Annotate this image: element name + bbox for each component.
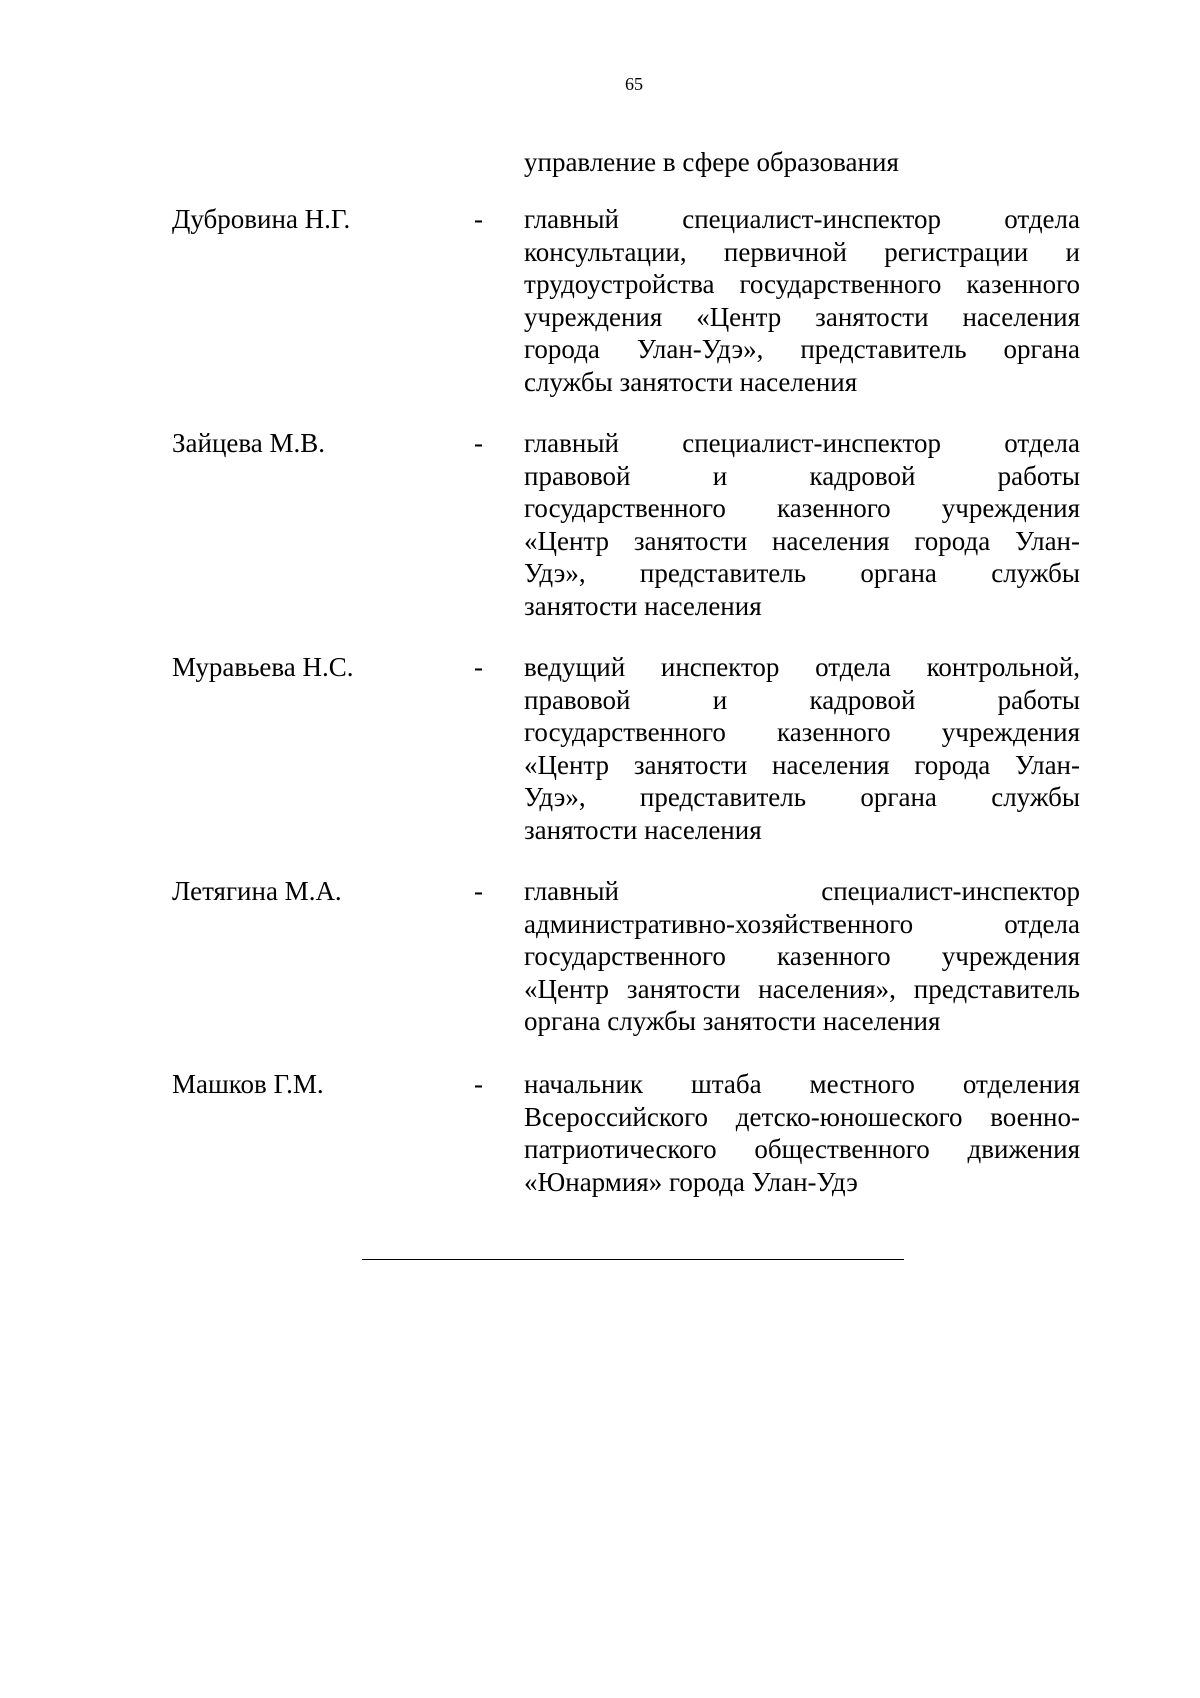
member-position [524,427,1080,622]
position-line: государственного казенного учреждения [524,717,1080,747]
member-name: Летягина М.А. [172,876,342,906]
position-line: патриотического общественного движения [524,1134,1080,1164]
position-line: «Центр занятости населения», представитель [524,973,1080,1004]
position-line: занятости населения [524,590,762,621]
position-line: учреждения «Центр занятости населения [524,301,1080,332]
position-line: Удэ», представитель органа службы [524,782,1080,812]
position-line: города Улан-Удэ», представитель органа [524,334,1080,364]
position-line: «Центр занятости населения города Улан- [524,749,1080,780]
position-line: правовой и кадровой работы [524,460,1080,491]
position-line: Всероссийского детско-юношеского военно- [524,1101,1080,1132]
member-name: Зайцева М.В. [172,428,326,458]
dash-separator: - [474,204,483,234]
position-line: ведущий инспектор отдела контрольной, [524,652,1080,682]
position-line: трудоустройства государственного казенного [524,269,1080,299]
position-line: начальник штаба местного отделения [524,1069,1080,1099]
dash-separator: - [474,652,483,682]
position-line: государственного казенного учреждения [524,493,1080,523]
end-rule [362,1259,904,1260]
dash-separator: - [474,428,483,458]
lead-line: управление в сфере образования [524,147,899,177]
member-name: Машков Г.М. [172,1069,324,1099]
position-line: административно-хозяйственного отдела [524,908,1080,939]
position-line: главный специалист-инспектор [524,876,1080,906]
position-line: главный специалист-инспектор отдела [524,204,1080,234]
position-line: консультации, первичной регистрации и [524,236,1080,267]
position-line: Удэ», представитель органа службы [524,558,1080,588]
dash-separator: - [474,1069,483,1099]
position-line: главный специалист-инспектор отдела [524,428,1080,458]
position-line: «Юнармия» города Улан-Удэ [524,1166,858,1197]
position-line: государственного казенного учреждения [524,941,1080,971]
position-line: занятости населения [524,814,762,845]
position-line: службы занятости населения [524,366,858,397]
member-name: Муравьева Н.С. [172,652,354,682]
page-number: 65 [625,74,643,94]
member-name: Дубровина Н.Г. [172,204,351,234]
dash-separator: - [474,876,483,906]
member-position [524,203,1080,398]
member-position [524,1068,1080,1198]
member-position [524,875,1080,1038]
position-line: органа службы занятости населения [524,1006,941,1036]
member-position [524,651,1080,846]
position-line: «Центр занятости населения города Улан- [524,525,1080,556]
position-line: правовой и кадровой работы [524,684,1080,715]
